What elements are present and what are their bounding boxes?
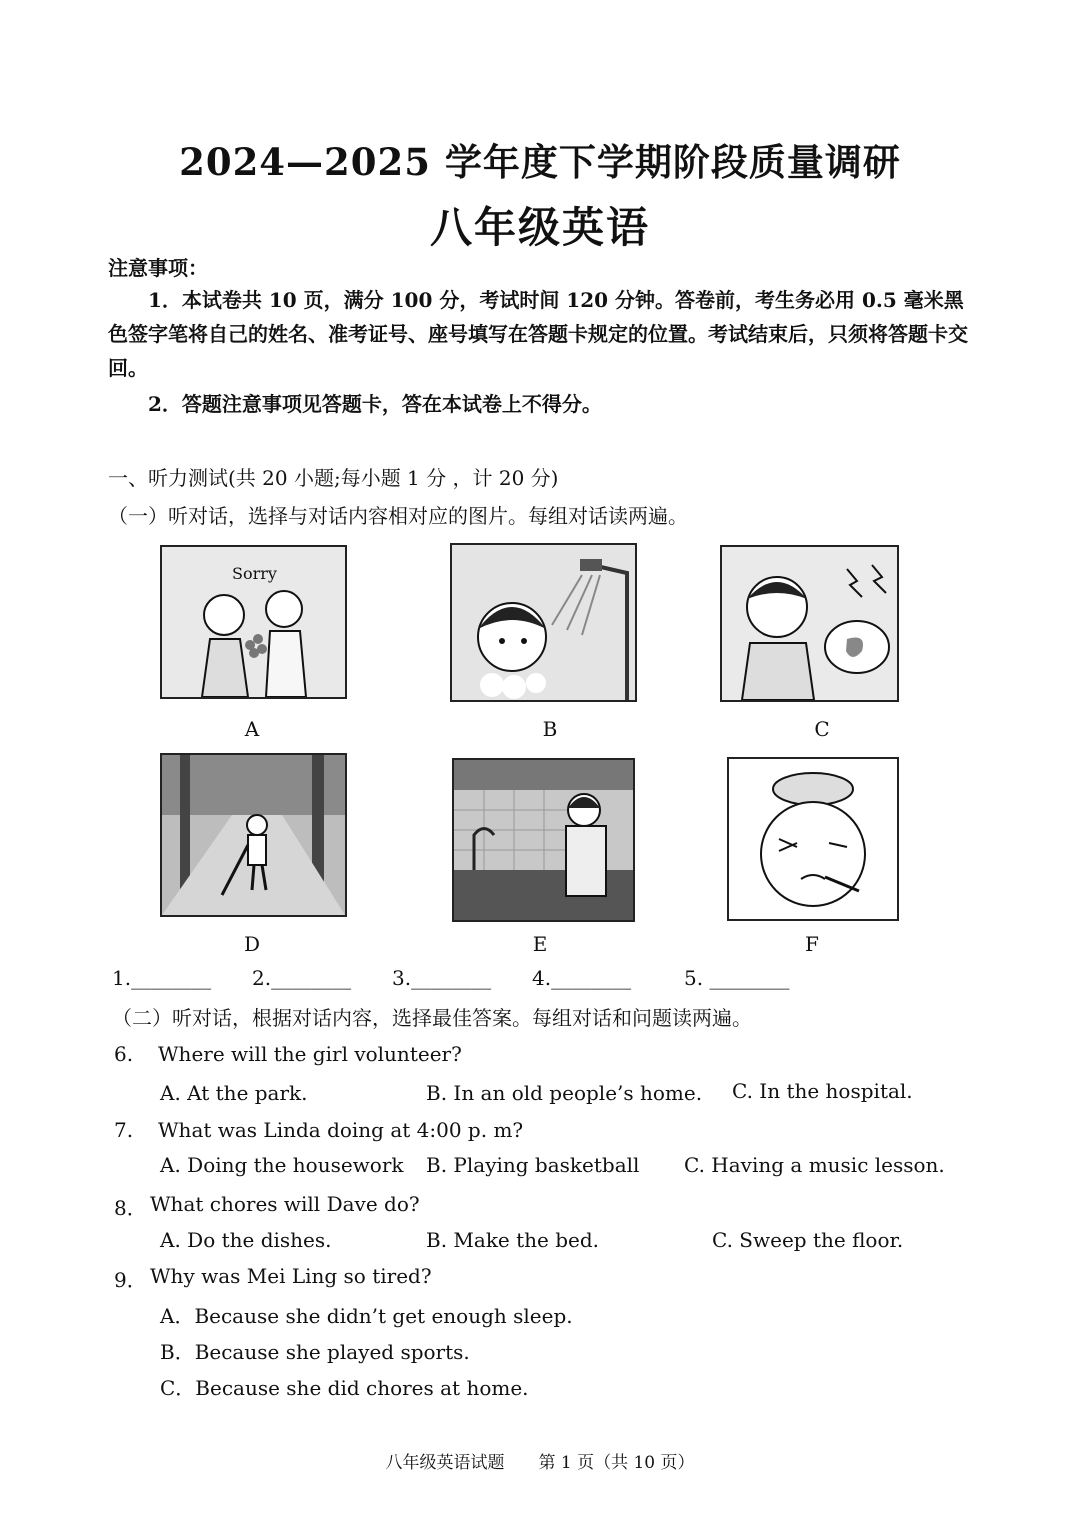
sorry-flowers-illustration xyxy=(162,547,345,697)
boy-stomachache-illustration xyxy=(722,547,897,700)
picture-label-f: F xyxy=(805,932,819,956)
picture-f xyxy=(727,757,899,921)
option-b[interactable]: B．Because she played sports. xyxy=(160,1340,470,1364)
question-text: What was Linda doing at 4:00 p. m? xyxy=(158,1118,524,1142)
option-a[interactable]: A. Do the dishes. xyxy=(160,1228,332,1252)
boy-washing-dishes-illustration xyxy=(454,760,633,920)
option-c[interactable]: C. In the hospital. xyxy=(732,1079,913,1103)
answer-blank-2[interactable]: 2.________ xyxy=(252,966,352,990)
question-number: 7. xyxy=(114,1118,134,1142)
picture-label-a: A xyxy=(244,717,260,741)
option-b[interactable]: B. In an old people’s home. xyxy=(426,1081,703,1105)
exam-title: 2024—2025 学年度下学期阶段质量调研 xyxy=(179,140,901,184)
option-b[interactable]: B. Make the bed. xyxy=(426,1228,600,1252)
section-1-title: 一、听力测试(共 20 小题;每小题 1 分 ，计 20 分) xyxy=(108,466,559,490)
picture-b xyxy=(450,543,637,702)
notice-item-1: 1．本试卷共 10 页，满分 100 分，考试时间 120 分钟。答卷前，考生务必用 0.5 毫米黑色签字笔将自己的姓名、准考证号、座号填写在答题卡规定的位置。考试结束后，只须将答题卡交回。 xyxy=(108,288,968,380)
picture-a xyxy=(160,545,347,699)
picture-e xyxy=(452,758,635,922)
option-b[interactable]: B. Playing basketball xyxy=(426,1153,640,1177)
picture-label-e: E xyxy=(532,932,548,956)
answer-blank-5[interactable]: 5. ________ xyxy=(684,966,790,990)
answer-blank-4[interactable]: 4.________ xyxy=(532,966,632,990)
option-a[interactable]: A. At the park. xyxy=(160,1081,308,1105)
question-number: 6. xyxy=(114,1042,134,1066)
part-1-instruction: （一）听对话，选择与对话内容相对应的图片。每组对话读两遍。 xyxy=(108,504,688,528)
notice-heading: 注意事项： xyxy=(108,256,208,280)
picture-c xyxy=(720,545,899,702)
exam-subject: 八年级英语 xyxy=(429,203,650,252)
option-c[interactable]: C. Sweep the floor. xyxy=(712,1228,904,1252)
picture-label-c: C xyxy=(814,717,830,741)
boy-sweeping-illustration xyxy=(162,755,345,915)
picture-d xyxy=(160,753,347,917)
question-number: 8． xyxy=(114,1196,147,1220)
picture-label-b: B xyxy=(542,717,558,741)
picture-label-d: D xyxy=(243,932,261,956)
page-footer: 八年级英语试题 第 1 页（共 10 页） xyxy=(385,1453,695,1473)
question-text: Why was Mei Ling so tired? xyxy=(150,1264,432,1288)
option-a[interactable]: A．Because she didn’t get enough sleep. xyxy=(160,1304,573,1328)
answer-blank-1[interactable]: 1.________ xyxy=(112,966,212,990)
sorry-text: Sorry xyxy=(232,564,277,583)
boy-shower-illustration xyxy=(452,545,635,700)
girl-fever-illustration xyxy=(729,759,897,919)
option-a[interactable]: A. Doing the housework xyxy=(160,1153,404,1177)
part-2-instruction: （二）听对话，根据对话内容，选择最佳答案。每组对话和问题读两遍。 xyxy=(112,1006,752,1030)
question-text: Where will the girl volunteer? xyxy=(158,1042,462,1066)
question-text: What chores will Dave do? xyxy=(150,1192,420,1216)
option-c[interactable]: C．Because she did chores at home. xyxy=(160,1376,529,1400)
question-number: 9． xyxy=(114,1268,147,1292)
option-c[interactable]: C. Having a music lesson. xyxy=(684,1153,945,1177)
notice-item-2: 2．答题注意事项见答题卡，答在本试卷上不得分。 xyxy=(148,392,602,416)
answer-blank-3[interactable]: 3.________ xyxy=(392,966,492,990)
